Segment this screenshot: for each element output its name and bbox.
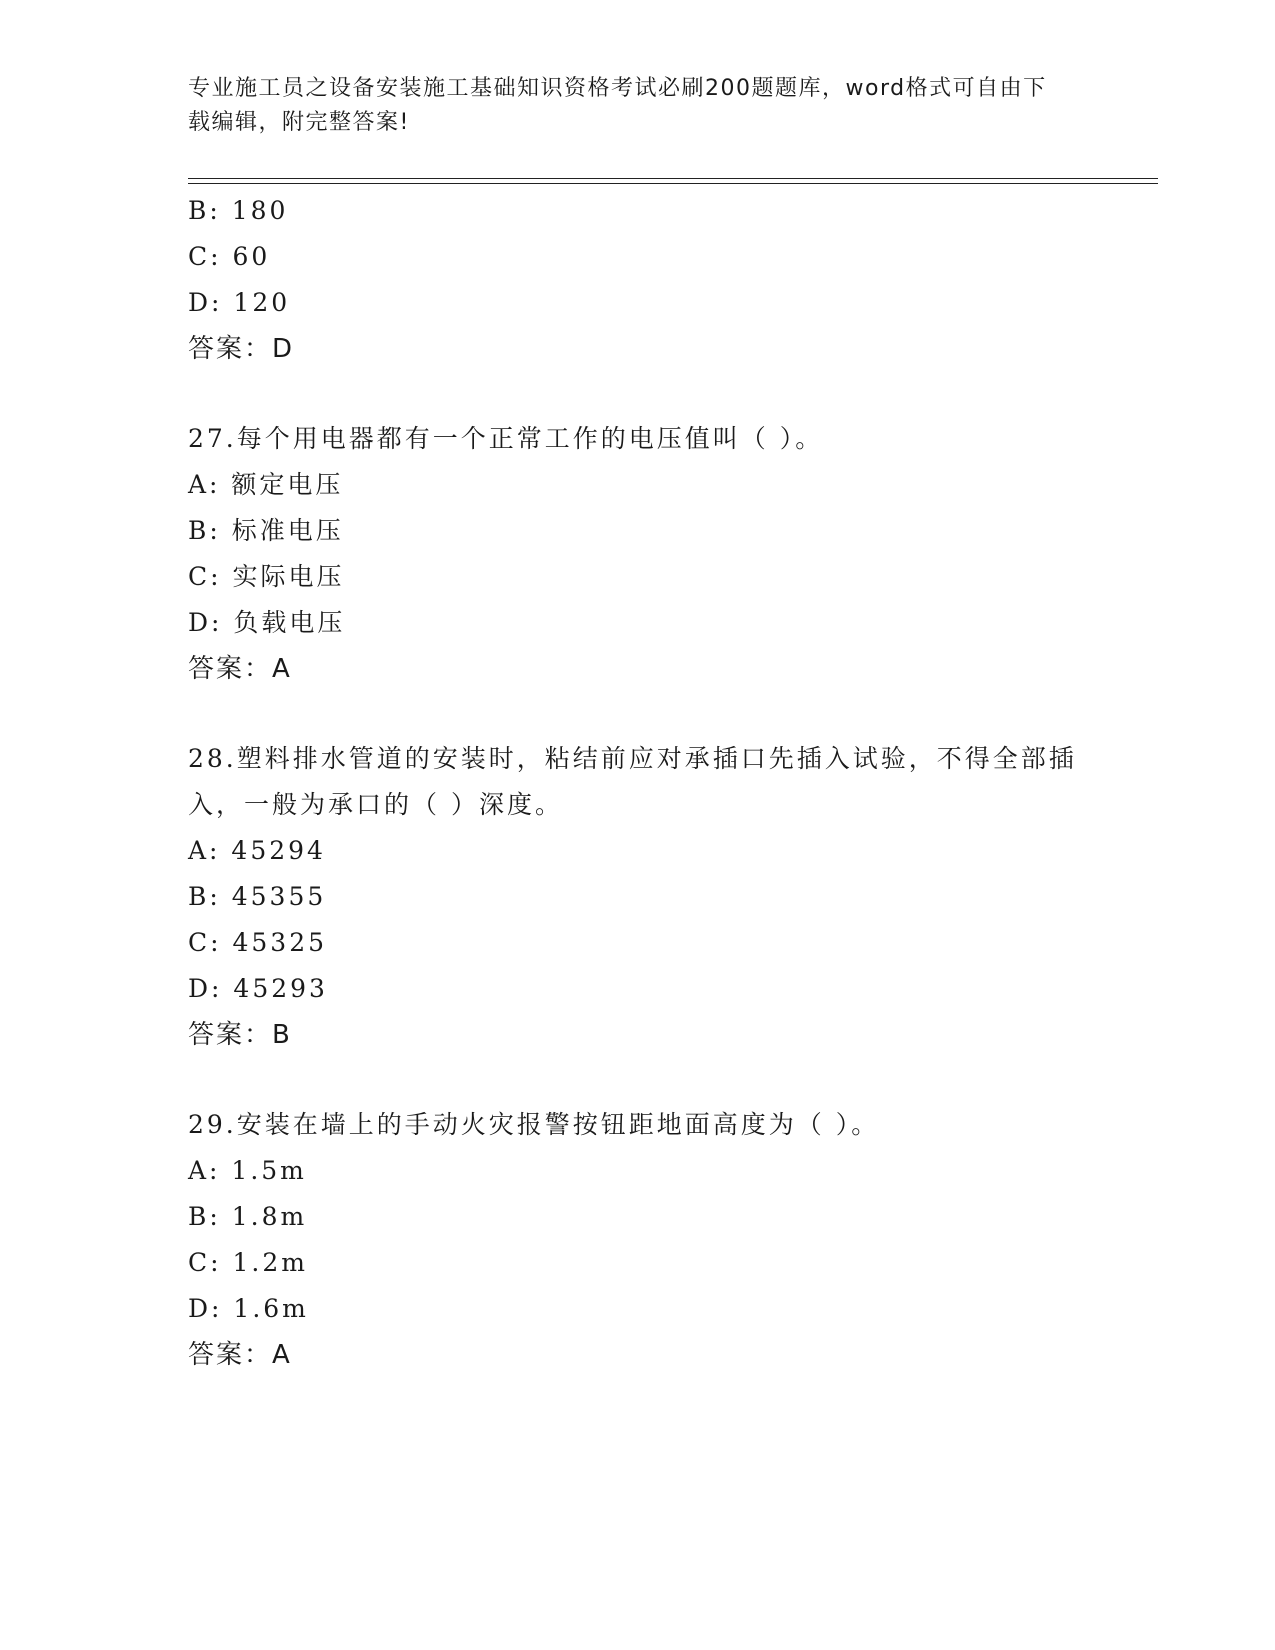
header-title: 专业施工员之设备安装施工基础知识资格考试必刷200题题库，word格式可自由下载编辑，附完整答案! <box>188 76 1047 135</box>
document-header <box>188 72 1068 140</box>
question-block-28 <box>188 736 1088 1058</box>
option-b: B: 1.8m <box>188 1202 308 1231</box>
option-d: D: 1.6m <box>188 1294 309 1323</box>
header-rule-top <box>188 178 1158 179</box>
option-c: C: 60 <box>188 242 271 271</box>
question-stem: 27.每个用电器都有一个正常工作的电压值叫（ ）。 <box>188 424 824 453</box>
answer-line: 答案：D <box>188 334 295 364</box>
question-block-29 <box>188 1102 1088 1378</box>
option-b: B: 180 <box>188 196 289 225</box>
option-d: D: 45293 <box>188 974 328 1003</box>
option-c: C: 1.2m <box>188 1248 308 1277</box>
option-c: C: 实际电压 <box>188 562 345 591</box>
option-d: D: 120 <box>188 288 291 317</box>
option-c: C: 45325 <box>188 928 328 957</box>
option-a: A: 45294 <box>188 836 326 865</box>
question-block-27 <box>188 416 1088 692</box>
question-block-continued <box>188 188 1088 372</box>
option-b: B: 标准电压 <box>188 516 344 545</box>
question-stem: 28.塑料排水管道的安装时，粘结前应对承插口先插入试验，不得全部插入，一般为承口的（ ）深度。 <box>188 744 1077 819</box>
option-d: D: 负载电压 <box>188 608 346 637</box>
answer-line: 答案：A <box>188 1340 292 1370</box>
option-a: A: 额定电压 <box>188 470 344 499</box>
question-stem: 29.安装在墙上的手动火灾报警按钮距地面高度为（ ）。 <box>188 1110 880 1139</box>
header-rule-bottom <box>188 183 1158 184</box>
option-a: A: 1.5m <box>188 1156 307 1185</box>
question-list <box>188 188 1088 1378</box>
option-b: B: 45355 <box>188 882 327 911</box>
answer-line: 答案：B <box>188 1020 292 1050</box>
answer-line: 答案：A <box>188 654 292 684</box>
